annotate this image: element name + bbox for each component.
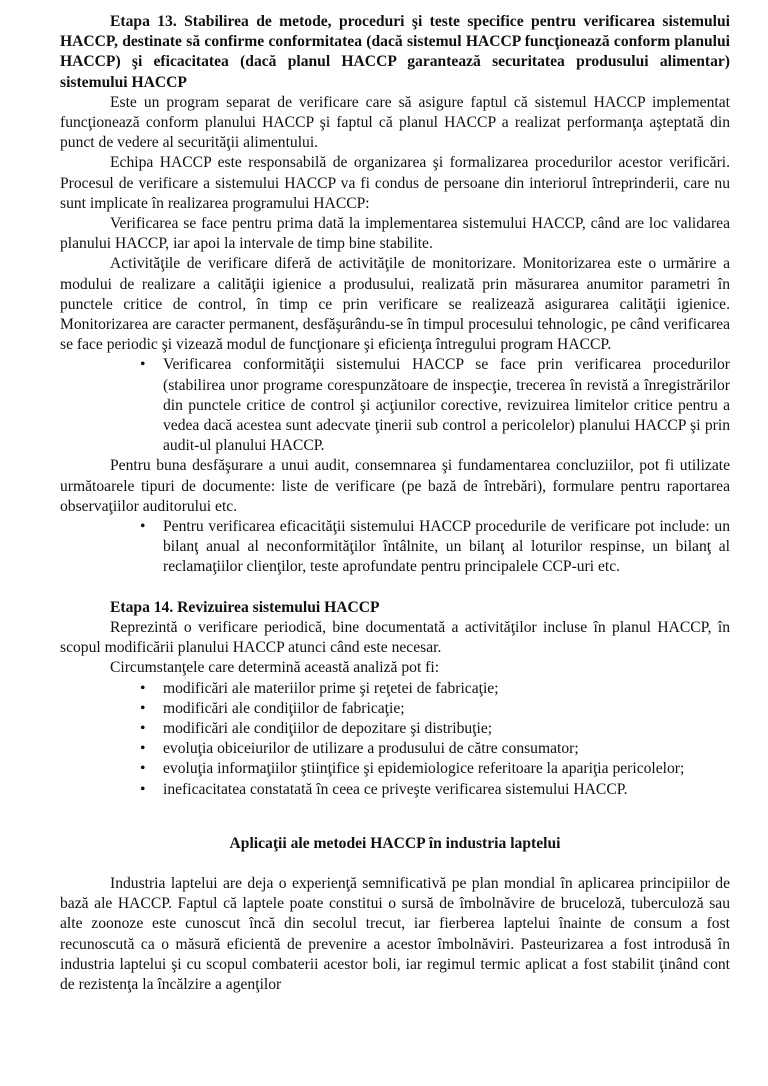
list-item: • modificări ale condiţiilor de fabricaţie; [138, 699, 730, 719]
etapa14-paragraph-2: Circumstanţele care determină această analiză pot fi: [110, 659, 440, 677]
list-item: • Verificarea conformităţii sistemului HACCP se face prin verificarea procedurilor (stabilirea unor programe corespunzătoare de inspecţie, trecerea în revistă a înregistrărilor din punctele critice de control şi acţiunilor corective, revizuirea limitelor critice pentru a vedea dacă acestea sunt adecvate ţinerii sub control a pericolelor) planului HACCP şi prin audit-ul planului HACCP. [138, 355, 730, 456]
list-item: • evoluţia informaţiilor ştiinţifice şi epidemiologice referitoare la apariţia pericolelor; [138, 759, 730, 779]
etapa13-paragraph-5: Pentru buna desfăşurare a unui audit, consemnarea şi fundamentarea concluziilor, pot fi utilizate următoarele tipuri de documente: liste de verificare (pe bază de întrebări), formulare pentru raportarea observaţiilor auditorului etc. [60, 457, 730, 515]
etapa13-paragraph-1: Este un program separat de verificare care să asigure faptul că sistemul HACCP implementat funcţionează conform planului HACCP şi faptul că planul HACCP a realizat performanţa aşteptată din punct de vedere al securităţii alimentului. [60, 93, 730, 152]
etapa13-bullet-list-2 [138, 517, 730, 578]
list-item: • ineficacitatea constatată în ceea ce priveşte verificarea sistemului HACCP. [138, 780, 730, 800]
list-item: • modificări ale condiţiilor de depozitare şi distribuţie; [138, 719, 730, 739]
etapa14-bullet-list [138, 679, 730, 800]
section-title: Aplicaţii ale metodei HACCP în industria laptelui [229, 834, 561, 852]
etapa13-paragraph-2: Echipa HACCP este responsabilă de organizarea şi formalizarea procedurilor acestor verificări. Procesul de verificare a sistemului HACCP va fi condus de persoane din interiorul întreprinderii, care nu sunt implicate în realizarea programului HACCP: [60, 154, 730, 212]
list-item: • evoluţia obiceiurilor de utilizare a produsului de către consumator; [138, 739, 730, 759]
etapa13-paragraph-4: Activităţile de verificare diferă de activităţile de monitorizare. Monitorizarea este o urmărire a modului de realizare a calităţii igienice a produsului, realizată prin măsurarea anumitor parametri în punctele critice de control, în timp ce prin verificare se realizează asigurarea calităţii igienice. Monitorizarea are caracter permanent, desfăşurându-se în timpul procesului tehnologic, pe când verificarea se face periodic şi vizează modul de funcţionare şi eficienţa întregului program HACCP. [60, 255, 730, 354]
etapa13-heading: Etapa 13. Stabilirea de metode, proceduri şi teste specifice pentru verificarea sistemului HACCP, destinate să confirme conformitatea (dacă sistemul HACCP funcţionează conform planului HACCP) şi eficacitatea (dacă planul HACCP garantează securitatea produsului alimentar) sistemului HACCP [60, 13, 730, 91]
list-item: • modificări ale materiilor prime şi reţetei de fabricaţie; [138, 679, 730, 699]
aplicatii-paragraph-1: Industria laptelui are deja o experienţă semnificativă pe plan mondial în aplicarea principiilor de bază ale HACCP. Faptul că laptele poate constitui o sursă de îmbolnăvire de bruceloză, tuberculoză sau alte zoonoze este cunoscut încă din secolul trecut, iar fierberea laptelui înainte de consum a fost recunoscută ca o măsură eficientă de prevenire a acestor îmbolnăviri. Pasteurizarea a fost introdusă în industria laptelui şi cu scopul combaterii acestor boli, iar regimul termic aplicat a fost stabilit ţinând cont de rezistenţa la încălzire a agenţilor [60, 874, 730, 993]
etapa14-paragraph-1: Reprezintă o verificare periodică, bine documentată a activităţilor incluse în planul HACCP, în scopul modificării planului HACCP atunci când este necesar. [60, 618, 730, 657]
etapa13-bullet-list-1 [138, 355, 730, 456]
etapa13-paragraph-3: Verificarea se face pentru prima dată la implementarea sistemului HACCP, când are loc validarea planului HACCP, iar apoi la intervale de timp bine stabilite. [60, 215, 730, 253]
list-item: • Pentru verificarea eficacităţii sistemului HACCP procedurile de verificare pot include: un bilanţ anual al neconformităţilor întâlnite, un bilanţ al loturilor respinse, un bilanţ al reclamaţiilor clienţilor, teste aprofundate pentru principalele CCP-uri etc. [138, 517, 730, 578]
etapa14-heading: Etapa 14. Revizuirea sistemului HACCP [110, 598, 380, 616]
